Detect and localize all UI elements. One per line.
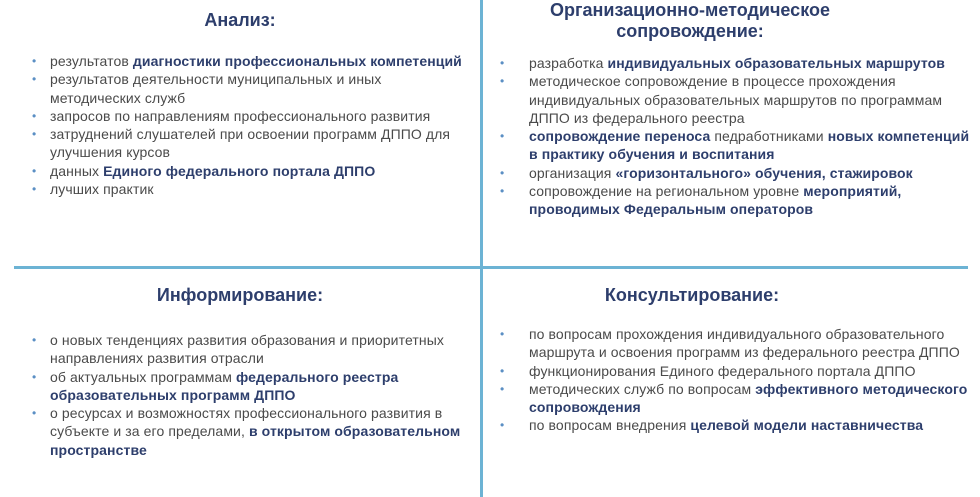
emphasis-text: диагностики профессиональных компетенций xyxy=(132,53,462,69)
item-text: об актуальных программам xyxy=(50,368,236,385)
emphasis-text: индивидуальных образовательных маршрутов xyxy=(607,55,945,71)
list-item xyxy=(492,362,980,380)
item-text: результатов деятельности муниципальных и иных методических служб xyxy=(50,71,382,106)
list-item xyxy=(20,404,475,459)
bullet-icon: • xyxy=(500,56,505,70)
list-item xyxy=(20,107,475,125)
vertical-divider xyxy=(480,0,483,497)
list-item xyxy=(20,180,475,198)
list-item xyxy=(492,54,980,72)
item-text: по вопросам прохождения индивидуального образовательного маршрута и освоения программ из федерального реестра ДППО xyxy=(529,326,960,361)
bullet-icon: • xyxy=(32,406,37,421)
item-text: методическое сопровождение в процессе прохождения индивидуальных образовательных маршрутов по программам ДППО из федерального реестра xyxy=(529,73,943,126)
horizontal-divider xyxy=(14,266,968,269)
item-text: по вопросам внедрения xyxy=(529,417,691,434)
informing-list xyxy=(20,331,475,459)
emphasis-text: сопровождение переноса xyxy=(529,128,711,145)
item-text: данных xyxy=(50,162,104,179)
bullet-icon: • xyxy=(500,74,505,89)
emphasis-text: «горизонтального» обучения, стажировок xyxy=(615,164,913,181)
emphasis-text: Единого федерального портала ДППО xyxy=(103,162,376,179)
analysis-list xyxy=(20,52,475,198)
bullet-icon: • xyxy=(32,54,37,68)
bullet-icon: • xyxy=(500,327,505,341)
list-item xyxy=(20,162,475,180)
item-text: методических служб по вопросам xyxy=(529,380,756,397)
item-text: результатов xyxy=(50,53,133,69)
item-text: о новых тенденциях развития образования и приоритетных направлениях развития отрасли xyxy=(50,332,444,367)
list-item xyxy=(492,380,980,417)
list-item xyxy=(20,331,475,368)
emphasis-text: в открытом образовательном пространстве xyxy=(50,423,461,458)
analysis-title: Анализ: xyxy=(204,10,276,30)
consulting-section xyxy=(492,285,980,435)
list-item xyxy=(20,125,475,162)
bullet-icon: • xyxy=(500,184,505,199)
bullet-icon: • xyxy=(32,369,37,384)
bullet-icon: • xyxy=(32,182,37,197)
item-text: запросов по направлениям профессионального развития xyxy=(50,107,431,124)
list-item xyxy=(492,72,980,127)
analysis-section xyxy=(20,10,475,198)
support-section xyxy=(492,0,980,219)
list-item xyxy=(20,52,475,70)
bullet-icon: • xyxy=(32,72,37,87)
list-item xyxy=(492,416,980,434)
bullet-icon: • xyxy=(32,333,37,347)
item-text: педработниками xyxy=(710,128,828,145)
list-item xyxy=(20,368,475,405)
support-list xyxy=(492,54,980,219)
bullet-icon: • xyxy=(32,163,37,178)
emphasis-text: целевой модели наставничества xyxy=(690,417,924,434)
list-item xyxy=(492,325,980,362)
bullet-icon: • xyxy=(500,363,505,378)
emphasis-text: федерального реестра образовательных программ ДППО xyxy=(50,368,399,403)
bullet-icon: • xyxy=(500,418,505,433)
list-item xyxy=(20,70,475,107)
item-text: разработка xyxy=(529,55,608,71)
emphasis-text: эффективного методического сопровождения xyxy=(529,380,968,416)
bullet-icon: • xyxy=(500,165,505,180)
informing-title: Информирование: xyxy=(156,285,324,305)
item-text: затруднений слушателей при освоении программ ДППО для улучшения курсов xyxy=(50,126,451,161)
emphasis-text: новых компетенций в практику обучения и воспитания xyxy=(529,128,970,163)
list-item xyxy=(492,164,980,182)
consulting-list xyxy=(492,325,980,435)
item-text: сопровождение на региональном уровне xyxy=(529,183,804,200)
bullet-icon: • xyxy=(32,127,37,142)
informing-section xyxy=(20,285,475,459)
item-text: о ресурсах и возможностях профессионального развития в субъекте и за его пределами, xyxy=(50,405,443,440)
bullet-icon: • xyxy=(32,108,37,123)
list-item xyxy=(492,182,980,219)
emphasis-text: мероприятий, проводимых Федеральным операторов xyxy=(529,183,902,218)
bullet-icon: • xyxy=(500,381,505,396)
item-text: лучших практик xyxy=(50,181,154,198)
list-item xyxy=(492,127,980,164)
support-title: Организационно-методическое сопровождение: xyxy=(550,0,830,41)
bullet-icon: • xyxy=(500,129,505,144)
item-text: организация xyxy=(529,164,616,181)
item-text: функционирования Единого федерального портала ДППО xyxy=(529,362,916,379)
consulting-title: Консультирование: xyxy=(604,285,780,305)
